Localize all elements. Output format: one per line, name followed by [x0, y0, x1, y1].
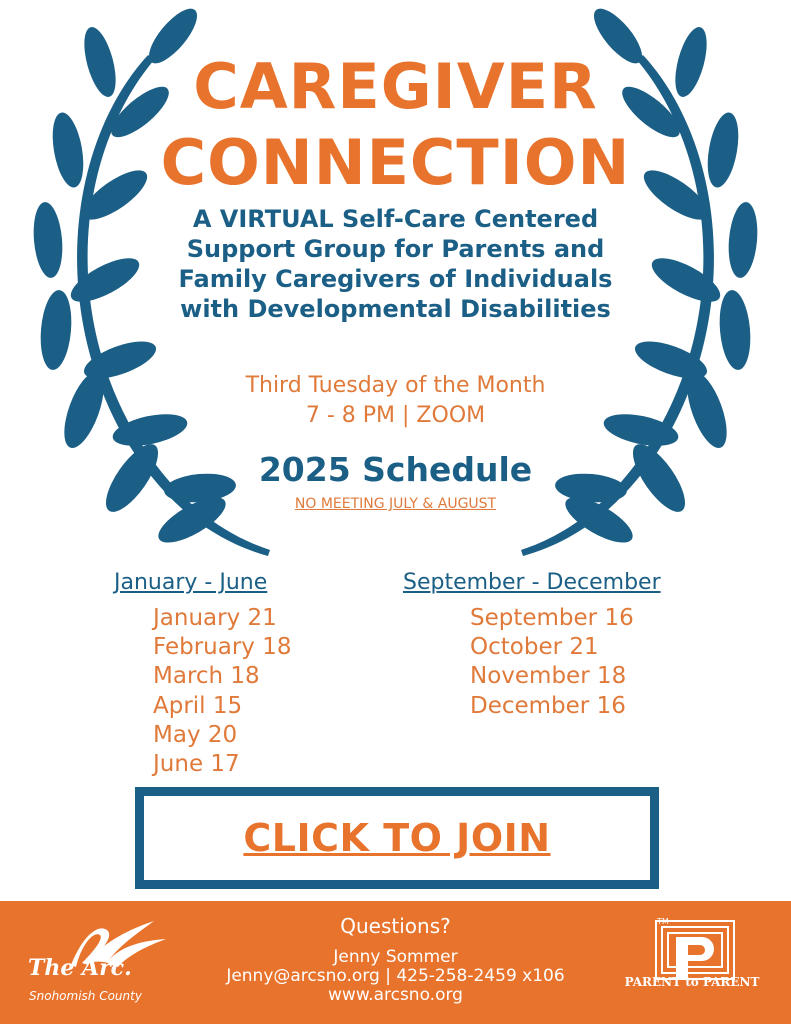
click-to-join-label[interactable]: CLICK TO JOIN [243, 816, 551, 860]
parent-to-parent-name: PARENT to PARENT [624, 975, 760, 989]
schedule-column-heading-2: September - December [403, 570, 661, 595]
schedule-date: June 17 [153, 751, 240, 778]
parent-to-parent-logo-icon [610, 913, 780, 1018]
schedule-date: February 18 [153, 634, 292, 661]
click-to-join-button[interactable] [135, 787, 659, 889]
schedule-dates-2 [470, 604, 634, 721]
schedule-dates-1 [153, 604, 292, 779]
trademark-mark: TM [657, 917, 669, 926]
schedule-date: October 21 [470, 634, 599, 661]
title-line-1: CAREGIVER [193, 50, 598, 123]
schedule-note: NO MEETING JULY & AUGUST [294, 496, 497, 512]
schedule-date: December 16 [470, 692, 626, 719]
questions-heading: Questions? [340, 914, 451, 938]
title-line-2: CONNECTION [160, 126, 631, 199]
contact-name: Jenny Sommer [333, 947, 458, 967]
contact-info[interactable]: Jenny@arcsno.org | 425-258-2459 x106 [226, 966, 565, 986]
meeting-time: 7 - 8 PM | ZOOM [305, 403, 486, 428]
schedule-date: November 18 [470, 663, 627, 690]
schedule-title: 2025 Schedule [258, 450, 533, 489]
the-arc-subtitle: Snohomish County [29, 989, 142, 1003]
schedule-date: September 16 [470, 605, 634, 631]
footer [0, 901, 791, 1024]
meeting-frequency: Third Tuesday of the Month [245, 373, 546, 398]
website-link[interactable]: www.arcsno.org [328, 985, 463, 1005]
schedule-date: January 21 [153, 605, 277, 631]
schedule-date: March 18 [153, 663, 260, 690]
schedule-column-heading-1: January - June [114, 570, 268, 595]
schedule-date: April 15 [153, 692, 243, 719]
subtitle: A VIRTUAL Self-Care Centered Support Group for Parents and Family Caregivers of Individuals with Developmental Disabilities [178, 205, 613, 323]
schedule-date: May 20 [153, 721, 238, 748]
the-arc-name: The Arc. [28, 955, 132, 981]
